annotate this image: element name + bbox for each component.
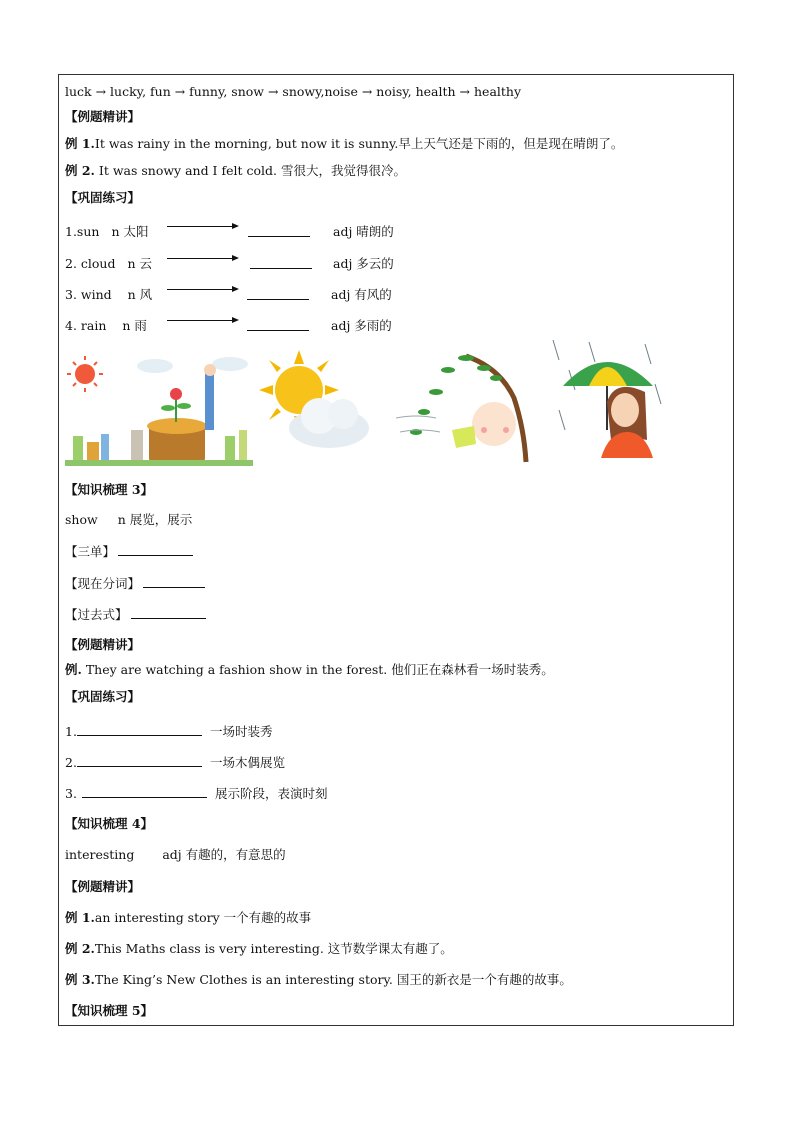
answer-blank[interactable] [247, 287, 309, 304]
form-past-tense [65, 606, 206, 623]
section-heading-practice: 【巩固练习】 [65, 689, 141, 704]
section-heading-examples: 【例题精讲】 [65, 637, 141, 652]
form-present-participle [65, 575, 205, 592]
word-row [65, 287, 152, 303]
example-interesting-1 [65, 910, 311, 926]
answer-blank[interactable] [248, 224, 310, 241]
example-2 [65, 163, 406, 179]
practice-meaning: 一场时装秀 [209, 724, 273, 739]
practice-number: 3. [65, 786, 77, 801]
windy-day-illustration [396, 348, 548, 466]
practice-row [65, 785, 327, 802]
adjective-meaning: adj 多云的 [333, 256, 394, 271]
word-meaning: n 雨 [122, 318, 147, 333]
example-label: 例 2. [65, 941, 95, 956]
example-text: They are watching a fashion show in the forest. 他们正在森林看一场时装秀。 [81, 662, 554, 677]
answer-blank[interactable] [250, 256, 312, 273]
example-label: 例 1. [65, 910, 95, 925]
vocab-entry [65, 847, 286, 863]
rainy-day-illustration [549, 340, 669, 464]
form-third-person [65, 543, 193, 560]
example-label: 例 3. [65, 972, 95, 987]
sunny-garden-illustration [65, 350, 253, 466]
example-text: It was snowy and I felt cold. 雪很大，我觉得很冷。 [94, 163, 406, 178]
practice-number: 1. [65, 724, 77, 739]
word: 3. wind [65, 287, 112, 302]
answer-blank[interactable] [247, 318, 309, 335]
section-heading-examples: 【例题精讲】 [65, 879, 141, 894]
example-interesting-2 [65, 941, 453, 957]
practice-row [65, 754, 285, 771]
vocab-word: interesting [65, 847, 135, 862]
word: 1.sun [65, 224, 100, 239]
example-text: an interesting story 一个有趣的故事 [94, 910, 312, 925]
word-row [65, 318, 147, 334]
example-label: 例 2. [65, 163, 95, 178]
word-row [65, 224, 148, 240]
example-interesting-3 [65, 972, 572, 988]
vocab-entry [65, 512, 192, 528]
vocab-meaning: adj 有趣的，有意思的 [162, 847, 286, 862]
vocab-meaning: n 展览，展示 [117, 512, 193, 527]
word-formation-line: luck → lucky, fun → funny, snow → snowy,noise → noisy, health → healthy [65, 84, 522, 99]
word: 4. rain [65, 318, 107, 333]
example-label: 例 1. [65, 136, 95, 151]
section-heading-practice: 【巩固练习】 [65, 190, 141, 205]
arrow-icon [167, 289, 237, 290]
adjective-meaning: adj 晴朗的 [333, 224, 394, 239]
practice-meaning: 一场木偶展览 [209, 755, 285, 770]
word-meaning: n 太阳 [111, 224, 149, 239]
form-label: 【过去式】 [65, 607, 128, 622]
adjective-meaning: adj 有风的 [331, 287, 392, 302]
example-text: It was rainy in the morning, but now it is sunny.早上天气还是下雨的，但是现在晴朗了。 [94, 136, 624, 151]
vocab-word: show [65, 512, 98, 527]
arrow-icon [167, 320, 237, 321]
answer-blank[interactable] [82, 785, 207, 798]
word: 2. cloud [65, 256, 116, 271]
example-show [65, 662, 554, 678]
answer-blank[interactable] [77, 723, 202, 736]
section-heading-knowledge-3: 【知识梳理 3】 [65, 482, 154, 497]
section-heading-examples: 【例题精讲】 [65, 109, 141, 124]
word-row [65, 256, 152, 272]
section-heading-knowledge-5: 【知识梳理 5】 [65, 1003, 154, 1018]
form-label: 【三单】 [65, 544, 116, 559]
example-text: This Maths class is very interesting. 这节数学课太有趣了。 [94, 941, 453, 956]
answer-blank[interactable] [143, 575, 205, 588]
section-heading-knowledge-4: 【知识梳理 4】 [65, 816, 154, 831]
sun-and-cloud-illustration [257, 348, 385, 452]
example-label: 例. [65, 662, 82, 677]
practice-meaning: 展示阶段，表演时刻 [214, 786, 328, 801]
example-1 [65, 136, 623, 152]
arrow-icon [167, 226, 237, 227]
form-label: 【现在分词】 [65, 576, 141, 591]
answer-blank[interactable] [118, 543, 193, 556]
word-meaning: n 风 [127, 287, 153, 302]
practice-number: 2. [65, 755, 77, 770]
adjective-meaning: adj 多雨的 [331, 318, 392, 333]
answer-blank[interactable] [131, 606, 206, 619]
example-text: The King’s New Clothes is an interesting story. 国王的新衣是一个有趣的故事。 [94, 972, 572, 987]
arrow-icon [167, 258, 237, 259]
practice-row [65, 723, 272, 740]
answer-blank[interactable] [77, 754, 202, 767]
word-meaning: n 云 [127, 256, 153, 271]
